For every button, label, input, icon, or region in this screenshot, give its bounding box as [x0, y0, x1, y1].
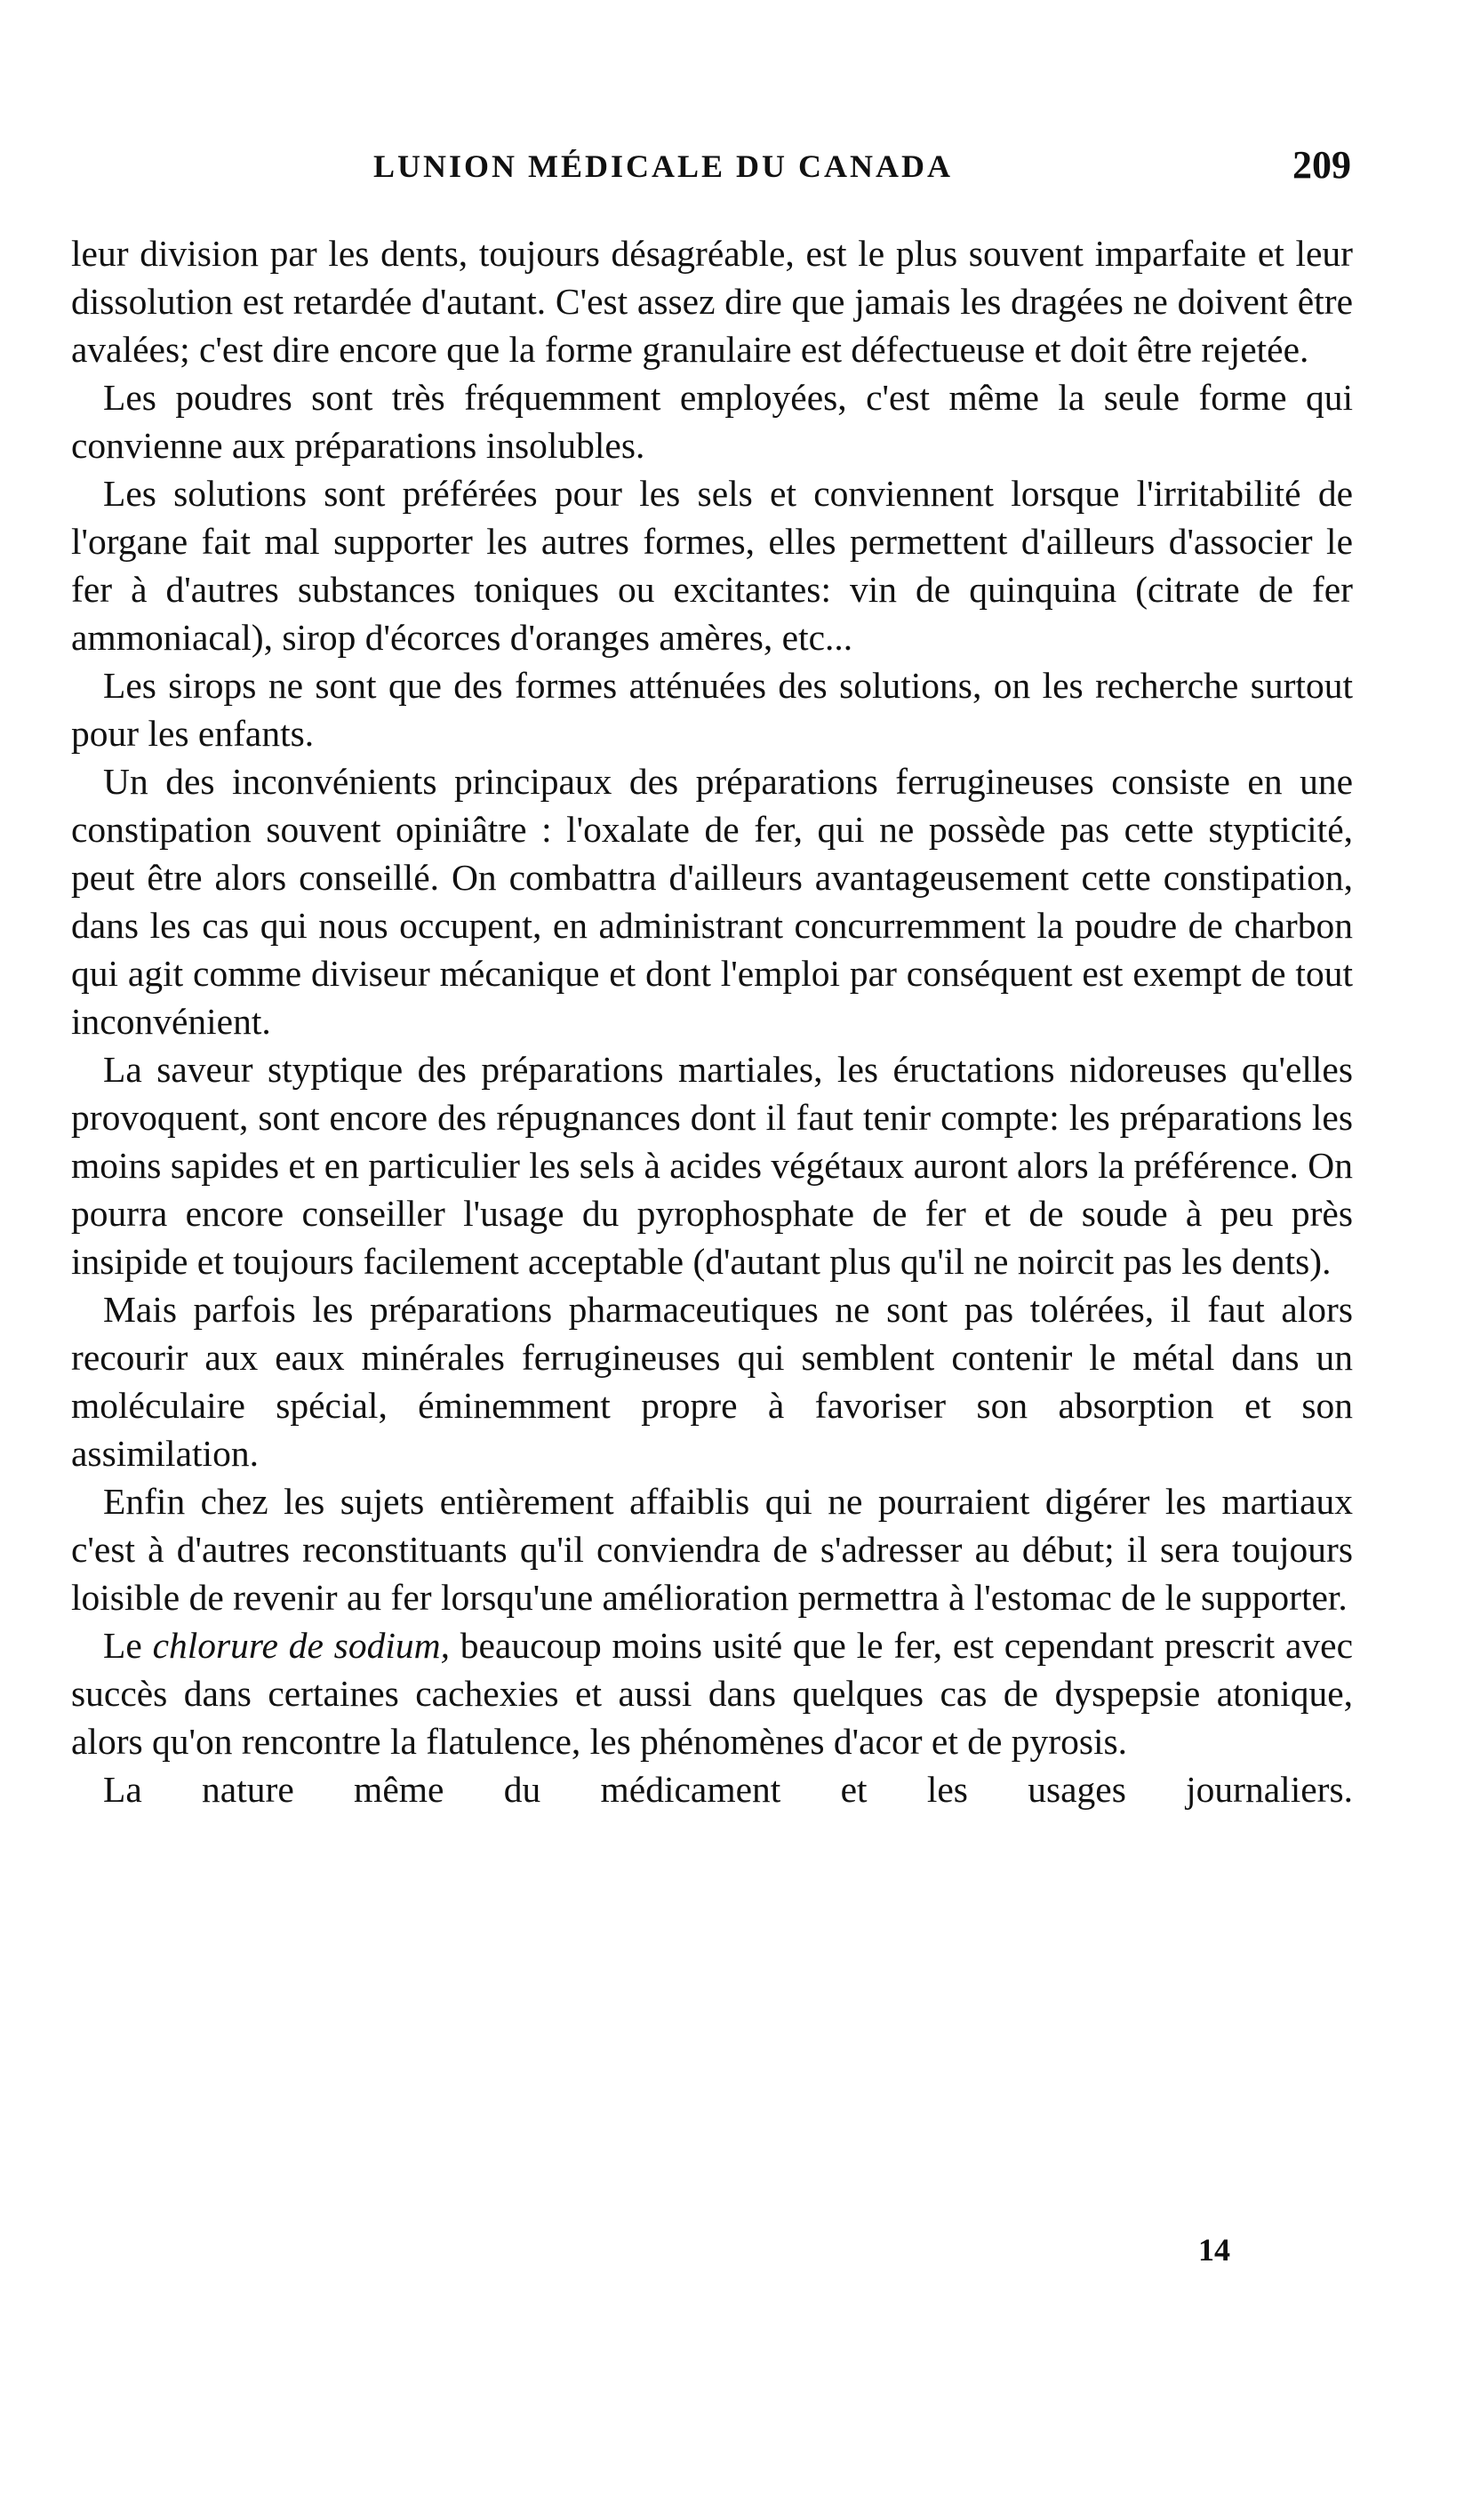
body-text	[71, 229, 1353, 1813]
chlorure-lead-text: Le	[103, 1625, 153, 1666]
page-number: 209	[1292, 143, 1351, 187]
paragraph-sujets-affaiblis: Enfin chez les sujets entièrement affaiblis qui ne pourraient digérer les martiaux c'est à d'autres reconstituants qu'il conviendra de s'adresser au début; il sera toujours loisible de revenir au fer lorsqu'une amélioration permettra à l'estomac de le supporter.	[71, 1481, 1353, 1618]
paragraph-saveur: La saveur styptique des préparations martiales, les éructations nidoreuses qu'elles provoquent, sont encore des répugnances dont il faut tenir compte: les préparations les moins sapides et en particulier les sels à acides végétaux auront alors la préférence. On pourra encore conseiller l'usage du pyrophosphate de fer et de soude à peu près insipide et toujours facilement acceptable (d'autant plus qu'il ne noircit pas les dents).	[71, 1049, 1353, 1282]
running-head	[71, 142, 1351, 204]
paragraph-constipation: Un des inconvénients principaux des préparations ferrugineuses consiste en une constipation souvent opiniâtre : l'oxalate de fer, qui ne possède pas cette stypticité, peut être alors conseillé. On combattra d'ailleurs avantageusement cette constipation, dans les cas qui nous occupent, en administrant concurremment la poudre de charbon qui agit comme diviseur mécanique et dont l'emploi par conséquent est exempt de tout inconvénient.	[71, 761, 1353, 1042]
chlorure-italic-term: chlorure de sodium,	[152, 1625, 450, 1666]
chlorure-rest-text: beaucoup moins usité que le fer, est cependant prescrit avec succès dans certaines cachexies et aussi dans quelques cas de dyspepsie atonique, alors qu'on rencontre la flatulence, les phénomènes d'acor et de pyrosis.	[71, 1625, 1354, 1762]
paragraph-solutions: Les solutions sont préférées pour les sels et conviennent lorsque l'irritabilité de l'organe fait mal supporter les autres formes, elles permettent d'ailleurs d'associer le fer à d'autres substances toniques ou excitantes: vin de quinquina (citrate de fer ammoniacal), sirop d'écorces d'oranges amères, etc...	[71, 473, 1353, 658]
paragraph-eaux-minerales: Mais parfois les préparations pharmaceutiques ne sont pas tolérées, il faut alors recourir aux eaux minérales ferrugineuses qui semblent contenir le métal dans un moléculaire spécial, éminemment propre à favoriser son absorption et son assimilation.	[71, 1289, 1353, 1474]
signature-mark: 14	[1198, 2232, 1230, 2268]
paragraph-nature-medicament: La nature même du médicament et les usages journaliers.	[103, 1769, 1353, 1810]
paragraph-chlorure-de-sodium	[71, 1621, 1353, 1765]
paragraph-dragees: leur division par les dents, toujours désagréable, est le plus souvent imparfaite et leur dissolution est retardée d'autant. C'est assez dire que jamais les dragées ne doivent être avalées; c'est dire encore que la forme granulaire est défectueuse et doit être rejetée.	[71, 233, 1353, 370]
paragraph-sirops: Les sirops ne sont que des formes atténuées des solutions, on les recherche surtout pour les enfants.	[71, 665, 1353, 754]
running-title: LUNION MÉDICALE DU CANADA	[373, 148, 954, 184]
paragraph-poudres: Les poudres sont très fréquemment employées, c'est même la seule forme qui convienne aux préparations insolubles.	[71, 377, 1353, 466]
